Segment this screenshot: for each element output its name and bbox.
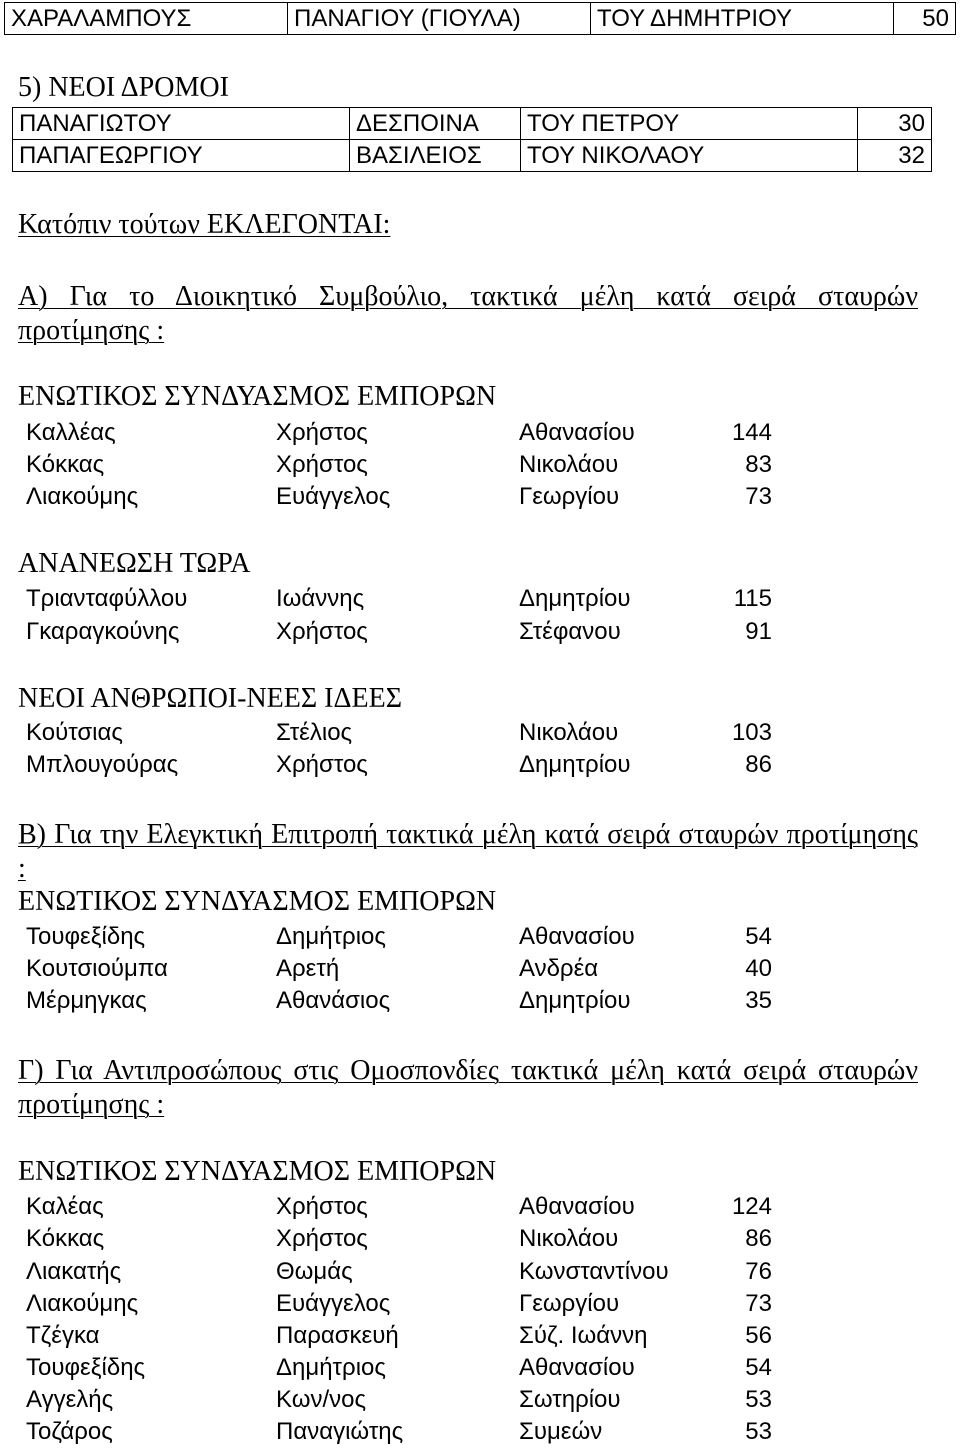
first-name: Ευάγγελος — [276, 1290, 391, 1317]
list-item — [0, 1356, 960, 1388]
father-name: Δημητρίου — [519, 751, 631, 778]
father-name: Δημητρίου — [519, 585, 631, 612]
father-name: Δημητρίου — [519, 987, 631, 1014]
surname: Κούτσιας — [26, 719, 123, 746]
surname: Γκαραγκούνης — [26, 618, 180, 645]
surname-cell: ΧΑΡΑΛΑΜΠΟΥΣ — [5, 3, 288, 35]
father-cell: ΤΟΥ ΝΙΚΟΛΑΟΥ — [521, 140, 858, 172]
first-name: Δημήτριος — [276, 923, 386, 950]
section-c-heading: Γ) Για Αντιπροσώπους στις Ομοσπονδίες τακτικά μέλη κατά σειρά σταυρών προτίμησης : — [18, 1055, 918, 1120]
votes: 53 — [745, 1418, 772, 1445]
surname: Λιακατής — [26, 1258, 122, 1285]
list-item — [0, 620, 960, 652]
votes: 144 — [731, 419, 772, 446]
votes: 54 — [745, 1354, 772, 1381]
list-item — [0, 925, 960, 957]
list-item — [0, 1195, 960, 1227]
surname: Καλέας — [26, 1193, 104, 1220]
surname: Τριανταφύλλου — [26, 585, 188, 612]
section-5-table — [12, 107, 932, 172]
list-item — [0, 721, 960, 753]
list-item — [0, 1420, 960, 1452]
father-name: Γεωργίου — [519, 483, 620, 510]
father-name: Σωτηρίου — [519, 1386, 621, 1413]
votes: 103 — [731, 719, 772, 746]
first-name: Στέλιος — [276, 719, 353, 746]
first-name: Χρήστος — [276, 1225, 368, 1252]
first-name: Χρήστος — [276, 1193, 368, 1220]
votes-cell: 32 — [858, 140, 932, 172]
father-name: Αθανασίου — [519, 1354, 635, 1381]
section-b-heading: Β) Για την Ελεγκτική Επιτροπή τακτικά μέλη κατά σειρά σταυρών προτίμησης : — [18, 819, 918, 884]
first-name: Ιωάννης — [276, 585, 365, 612]
surname-cell: ΠΑΠΑΓΕΩΡΓΙΟΥ — [13, 140, 350, 172]
father-name: Αθανασίου — [519, 419, 635, 446]
surname: Κόκκας — [26, 1225, 105, 1252]
name-cell: ΒΑΣΙΛΕΙΟΣ — [350, 140, 521, 172]
first-name: Χρήστος — [276, 618, 368, 645]
surname: Λιακούμης — [26, 1290, 139, 1317]
group-heading: ΕΝΩΤΙΚΟΣ ΣΥΝΔΥΑΣΜΟΣ ΕΜΠΟΡΩΝ — [18, 1156, 497, 1187]
list-item — [0, 957, 960, 989]
votes-cell: 30 — [858, 108, 932, 140]
group-heading: ΕΝΩΤΙΚΟΣ ΣΥΝΔΥΑΣΜΟΣ ΕΜΠΟΡΩΝ — [18, 886, 497, 917]
father-name: Ανδρέα — [519, 955, 599, 982]
first-name: Χρήστος — [276, 451, 368, 478]
group-heading: ΝΕΟΙ ΑΝΘΡΩΠΟΙ-ΝΕΕΣ ΙΔΕΕΣ — [18, 683, 403, 714]
votes: 54 — [745, 923, 772, 950]
list-item — [0, 485, 960, 517]
surname: Καλλέας — [26, 419, 116, 446]
father-name: Νικολάου — [519, 719, 619, 746]
surname: Κόκκας — [26, 451, 105, 478]
first-name: Δημήτριος — [276, 1354, 386, 1381]
surname: Μπλουγούρας — [26, 751, 179, 778]
votes: 91 — [745, 618, 772, 645]
section-5-heading: 5) ΝΕΟΙ ΔΡΟΜΟΙ — [18, 72, 229, 103]
list-item — [0, 1388, 960, 1420]
first-name: Παρασκευή — [276, 1322, 399, 1349]
top-candidates-table — [4, 2, 956, 35]
surname: Μέρμηγκας — [26, 987, 147, 1014]
votes: 35 — [745, 987, 772, 1014]
list-item — [0, 453, 960, 485]
father-name: Στέφανου — [519, 618, 621, 645]
first-name: Αρετή — [276, 955, 340, 982]
table-row — [13, 140, 932, 172]
votes: 56 — [745, 1322, 772, 1349]
table-row — [13, 108, 932, 140]
list-item — [0, 587, 960, 619]
votes-cell: 50 — [894, 3, 956, 35]
group-heading: ΕΝΩΤΙΚΟΣ ΣΥΝΔΥΑΣΜΟΣ ΕΜΠΟΡΩΝ — [18, 381, 497, 412]
first-name: Χρήστος — [276, 419, 368, 446]
votes: 83 — [745, 451, 772, 478]
name-cell: ΠΑΝΑΓΙΟΥ (ΓΙΟΥΛΑ) — [288, 3, 591, 35]
list-item — [0, 421, 960, 453]
surname-cell: ΠΑΝΑΓΙΩΤΟΥ — [13, 108, 350, 140]
list-item — [0, 1324, 960, 1356]
elected-intro: Κατόπιν τούτων ΕΚΛΕΓΟΝΤΑΙ: — [18, 209, 391, 240]
first-name: Ευάγγελος — [276, 483, 391, 510]
father-name: Νικολάου — [519, 1225, 619, 1252]
table-row — [5, 3, 956, 35]
surname: Λιακούμης — [26, 483, 139, 510]
father-name: Γεωργίου — [519, 1290, 620, 1317]
father-name: Σύζ. Ιωάννη — [519, 1322, 648, 1349]
votes: 86 — [745, 751, 772, 778]
father-name: Συμεών — [519, 1418, 603, 1445]
surname: Αγγελής — [26, 1386, 114, 1413]
list-item — [0, 1260, 960, 1292]
father-name: Κωνσταντίνου — [519, 1258, 669, 1285]
name-cell: ΔΕΣΠΟΙΝΑ — [350, 108, 521, 140]
votes: 73 — [745, 483, 772, 510]
surname: Τοζάρος — [26, 1418, 113, 1445]
surname: Κουτσιούμπα — [26, 955, 168, 982]
votes: 86 — [745, 1225, 772, 1252]
first-name: Αθανάσιος — [276, 987, 391, 1014]
votes: 40 — [745, 955, 772, 982]
first-name: Κων/νος — [276, 1386, 367, 1413]
first-name: Παναγιώτης — [276, 1418, 404, 1445]
votes: 76 — [745, 1258, 772, 1285]
father-name: Νικολάου — [519, 451, 619, 478]
list-item — [0, 1227, 960, 1259]
section-a-heading: Α) Για το Διοικητικό Συμβούλιο, τακτικά μέλη κατά σειρά σταυρών προτίμησης : — [18, 281, 918, 346]
votes: 115 — [733, 585, 772, 612]
votes: 124 — [731, 1193, 772, 1220]
votes: 53 — [745, 1386, 772, 1413]
father-name: Αθανασίου — [519, 923, 635, 950]
votes: 73 — [745, 1290, 772, 1317]
surname: Τουφεξίδης — [26, 923, 146, 950]
father-cell: ΤΟΥ ΔΗΜΗΤΡΙΟΥ — [591, 3, 894, 35]
father-name: Αθανασίου — [519, 1193, 635, 1220]
first-name: Θωμάς — [276, 1258, 353, 1285]
list-item — [0, 989, 960, 1021]
list-item — [0, 1292, 960, 1324]
surname: Τουφεξίδης — [26, 1354, 146, 1381]
surname: Τζέγκα — [26, 1322, 100, 1349]
group-heading: ΑΝΑΝΕΩΣΗ ΤΩΡΑ — [18, 548, 251, 579]
first-name: Χρήστος — [276, 751, 368, 778]
father-cell: ΤΟΥ ΠΕΤΡΟΥ — [521, 108, 858, 140]
list-item — [0, 753, 960, 785]
